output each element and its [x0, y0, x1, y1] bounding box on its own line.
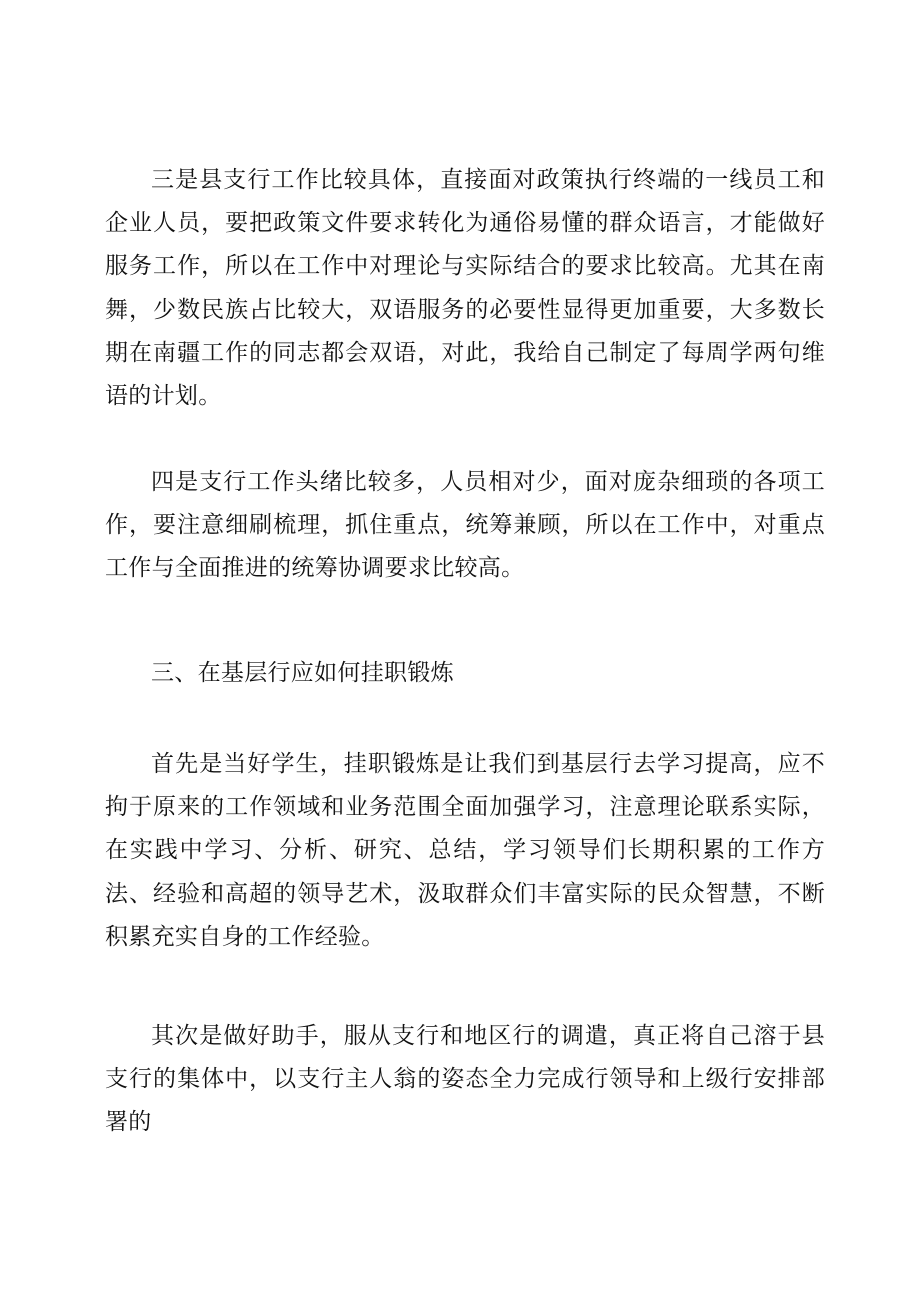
section-heading: 三、在基层行应如何挂职锻炼 [151, 660, 454, 686]
paragraph-county-branch-specifics: 三是县支行工作比较具体，直接面对政策执行终端的一线员工和企业人员，要把政策文件要求转化为通俗易懂的群众语言，才能做好服务工作，所以在工作中对理论与实际结合的要求比较高。尤其在南舞，少数民族占比较大，双语服务的必要性显得更加重要，大多数长期在南疆工作的同志都会双语，对此，我给自己制定了每周学两句维语的计划。 [105, 167, 825, 410]
paragraph-many-tasks: 四是支行工作头绪比较多，人员相对少，面对庞杂细琐的各项工作，要注意细刷梳理，抓住重点，统筹兼顾，所以在工作中，对重点工作与全面推进的统筹协调要求比较高。 [105, 469, 825, 582]
paragraph-be-a-student: 首先是当好学生，挂职锻炼是让我们到基层行去学习提高，应不拘于原来的工作领域和业务范围全面加强学习，注意理论联系实际，在实践中学习、分析、研究、总结，学习领导们长期积累的工作方法、经验和高超的领导艺术，汲取群众们丰富实际的民众智慧，不断积累充实自身的工作经验。 [105, 751, 825, 950]
paragraph-be-an-assistant: 其次是做好助手，服从支行和地区行的调遣，真正将自己溶于县支行的集体中，以支行主人翁的姿态全力完成行领导和上级行安排部署的 [105, 1023, 825, 1136]
